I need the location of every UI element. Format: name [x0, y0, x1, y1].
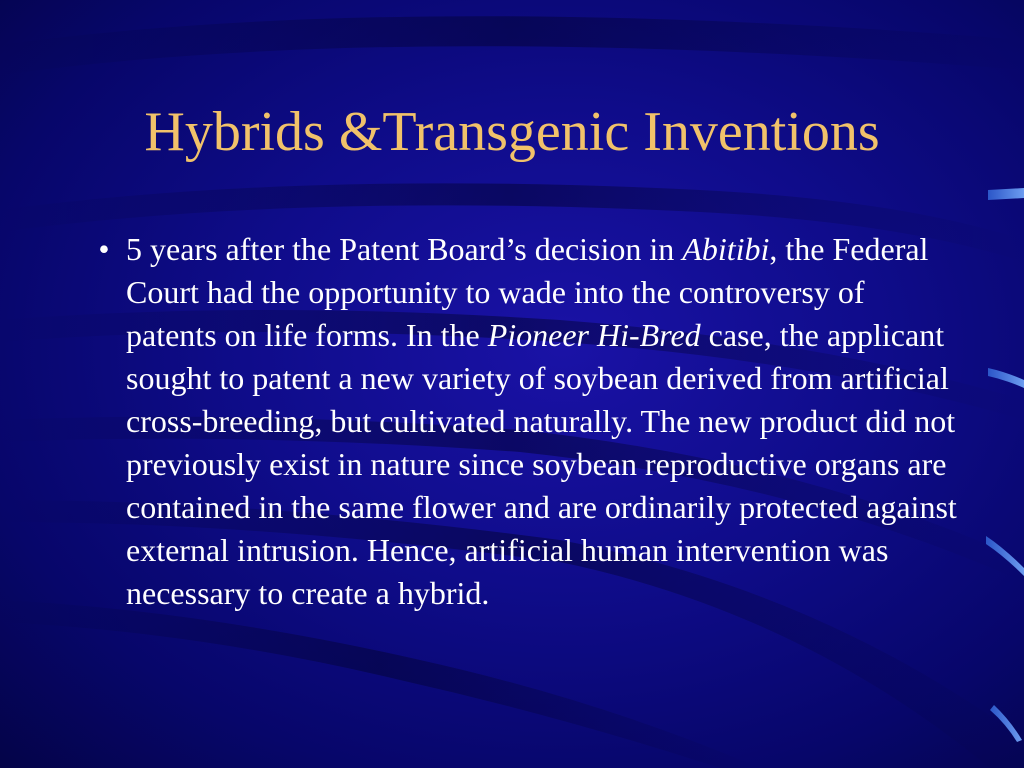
bullet-text-part: , the Federal Court had the opportunity to wade into the controversy of patents on life forms. In the: [126, 231, 929, 353]
bullet-item: [82, 228, 962, 615]
bullet-icon: •: [98, 231, 110, 267]
case-name-abitibi: Abitibi: [682, 231, 770, 267]
bullet-text: [126, 228, 962, 615]
accent-tick: [988, 368, 1024, 388]
case-name-pioneer: Pioneer Hi-Bred: [487, 317, 701, 353]
slide-title: Hybrids &Transgenic Inventions: [144, 101, 880, 163]
bullet-text-part: 5 years after the Patent Board’s decision in: [126, 231, 683, 267]
bullet-text-part: case, the applicant sought to patent a new variety of soybean derived from artificial cross-breeding, but cultivated naturally. The new product did not previously exist in nature since soybean reproductive organs are contained in the same flower and are ordinarily protected against external intrusion. Hence, artificial human intervention was necessary to create a hybrid.: [126, 317, 957, 611]
slide-body: [82, 228, 962, 615]
accent-tick: [988, 188, 1024, 200]
